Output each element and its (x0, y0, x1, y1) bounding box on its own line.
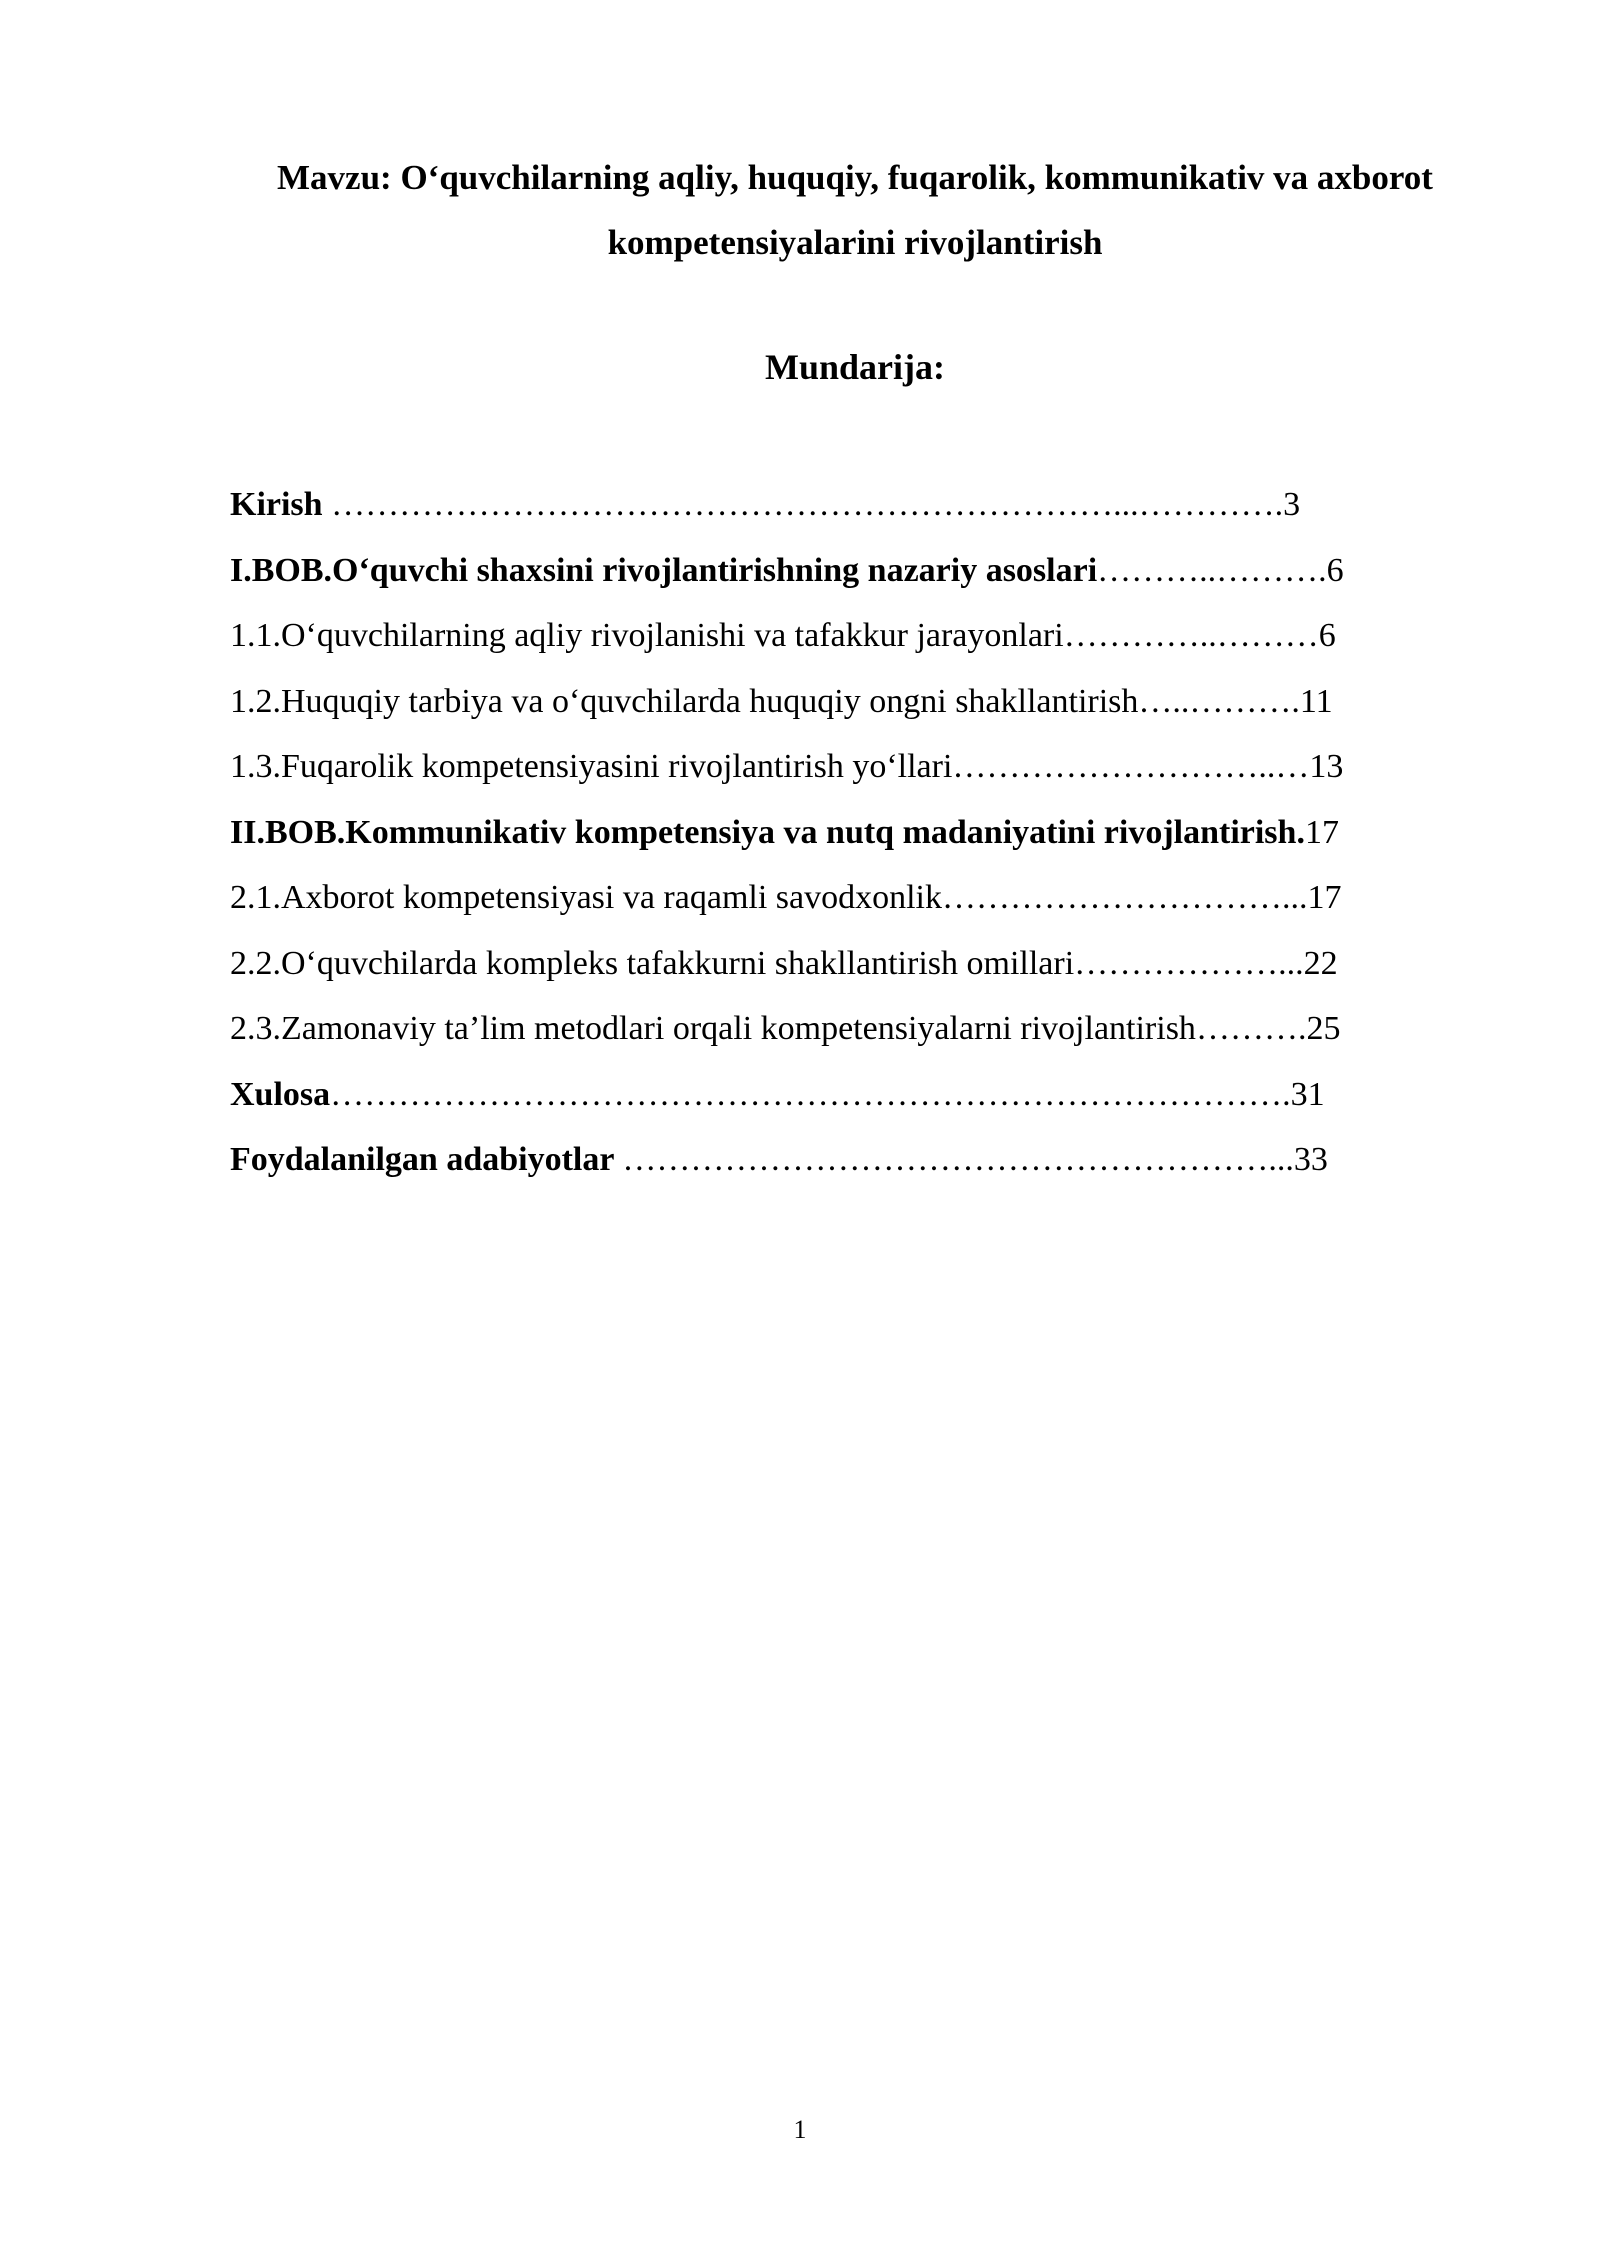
title-line-2: kompetensiyalarini rivojlantirish (607, 223, 1103, 262)
toc-entry-title: 2.3.Zamonaviy ta’lim metodlari orqali kompetensiyalarni rivojlantirish (230, 1010, 1196, 1047)
toc-leader: …..………. (1138, 682, 1300, 720)
toc-leader: …………………………... (942, 879, 1308, 916)
toc-entry-title: Xulosa (230, 1075, 331, 1113)
contents-heading: Mundarija: (765, 347, 945, 387)
toc-entry-references (230, 1127, 1530, 1193)
toc-entry-section-1-3 (230, 734, 1530, 800)
toc-leader: …………………………………………………. (622, 1141, 1277, 1178)
toc-page-number: 11 (1299, 682, 1333, 720)
toc-entry-title: 2.1.Axborot kompetensiyasi va raqamli savodxonlik (230, 879, 942, 916)
toc-entry-title: Kirish (230, 486, 332, 523)
toc-entry-title: 2.2.O‘quvchilarda kompleks tafakkurni shakllantirish omillari (230, 944, 1075, 982)
toc-entry-section-1-1 (230, 603, 1530, 669)
toc-page-number: 22 (1303, 944, 1338, 982)
toc-leader: ………..………. (1097, 551, 1327, 589)
toc-entry-kirish (230, 472, 1530, 538)
toc-page-number: 13 (1309, 748, 1344, 785)
toc-page-number: 17 (1304, 813, 1339, 851)
toc-leader: ……………………………………………………………...………… (331, 486, 1275, 523)
toc-entry-title: II.BOB.Kommunikativ kompetensiya va nutq madaniyatini rivojlantirish. (230, 813, 1305, 851)
toc-leader: …………………………………………………………………………. (330, 1075, 1291, 1113)
toc-leader: ………. (1195, 1010, 1307, 1047)
title-line-1: Mavzu: O‘quvchilarning aqliy, huquqiy, fuqarolik, kommunikativ va axborot (277, 158, 1433, 197)
toc-entry-section-2-1 (230, 865, 1530, 931)
toc-entry-title: 1.2.Huquqiy tarbiya va o‘quvchilarda huquqiy ongni shakllantirish (230, 682, 1139, 720)
toc-entry-chapter-1 (230, 538, 1530, 604)
toc-entry-title: 1.1.O‘quvchilarning aqliy rivojlanishi va tafakkur jarayonlari (230, 617, 1064, 654)
toc-page-number: 31 (1290, 1075, 1325, 1113)
toc-entry-title: I.BOB.O‘quvchi shaxsini rivojlantirishning nazariy asoslari (230, 551, 1098, 589)
toc-entry-section-2-3 (230, 996, 1530, 1062)
toc-page-number: 25 (1306, 1010, 1341, 1047)
toc-entry-chapter-2 (230, 800, 1530, 866)
toc-entry-section-1-2 (230, 669, 1530, 735)
toc-entry-title: Foydalanilgan adabiyotlar (230, 1141, 623, 1178)
document-title (200, 145, 1510, 275)
table-of-contents (230, 472, 1530, 1193)
toc-entry-section-2-2 (230, 931, 1530, 997)
toc-leader: …………..……… (1063, 617, 1319, 654)
toc-page-number: 6 (1318, 617, 1336, 654)
toc-page-number: 17 (1307, 879, 1342, 916)
toc-entry-title: 1.3.Fuqarolik kompetensiyasini rivojlantirish yo‘llari (230, 748, 953, 785)
page-number: 1 (793, 2115, 807, 2144)
toc-page-number: 6 (1326, 551, 1344, 589)
toc-leader: ………………………..… (952, 748, 1310, 785)
toc-entry-xulosa (230, 1062, 1530, 1128)
toc-leader: ………………... (1074, 944, 1304, 982)
toc-page-number: .3 (1274, 486, 1301, 523)
toc-page-number: ..33 (1276, 1141, 1328, 1178)
